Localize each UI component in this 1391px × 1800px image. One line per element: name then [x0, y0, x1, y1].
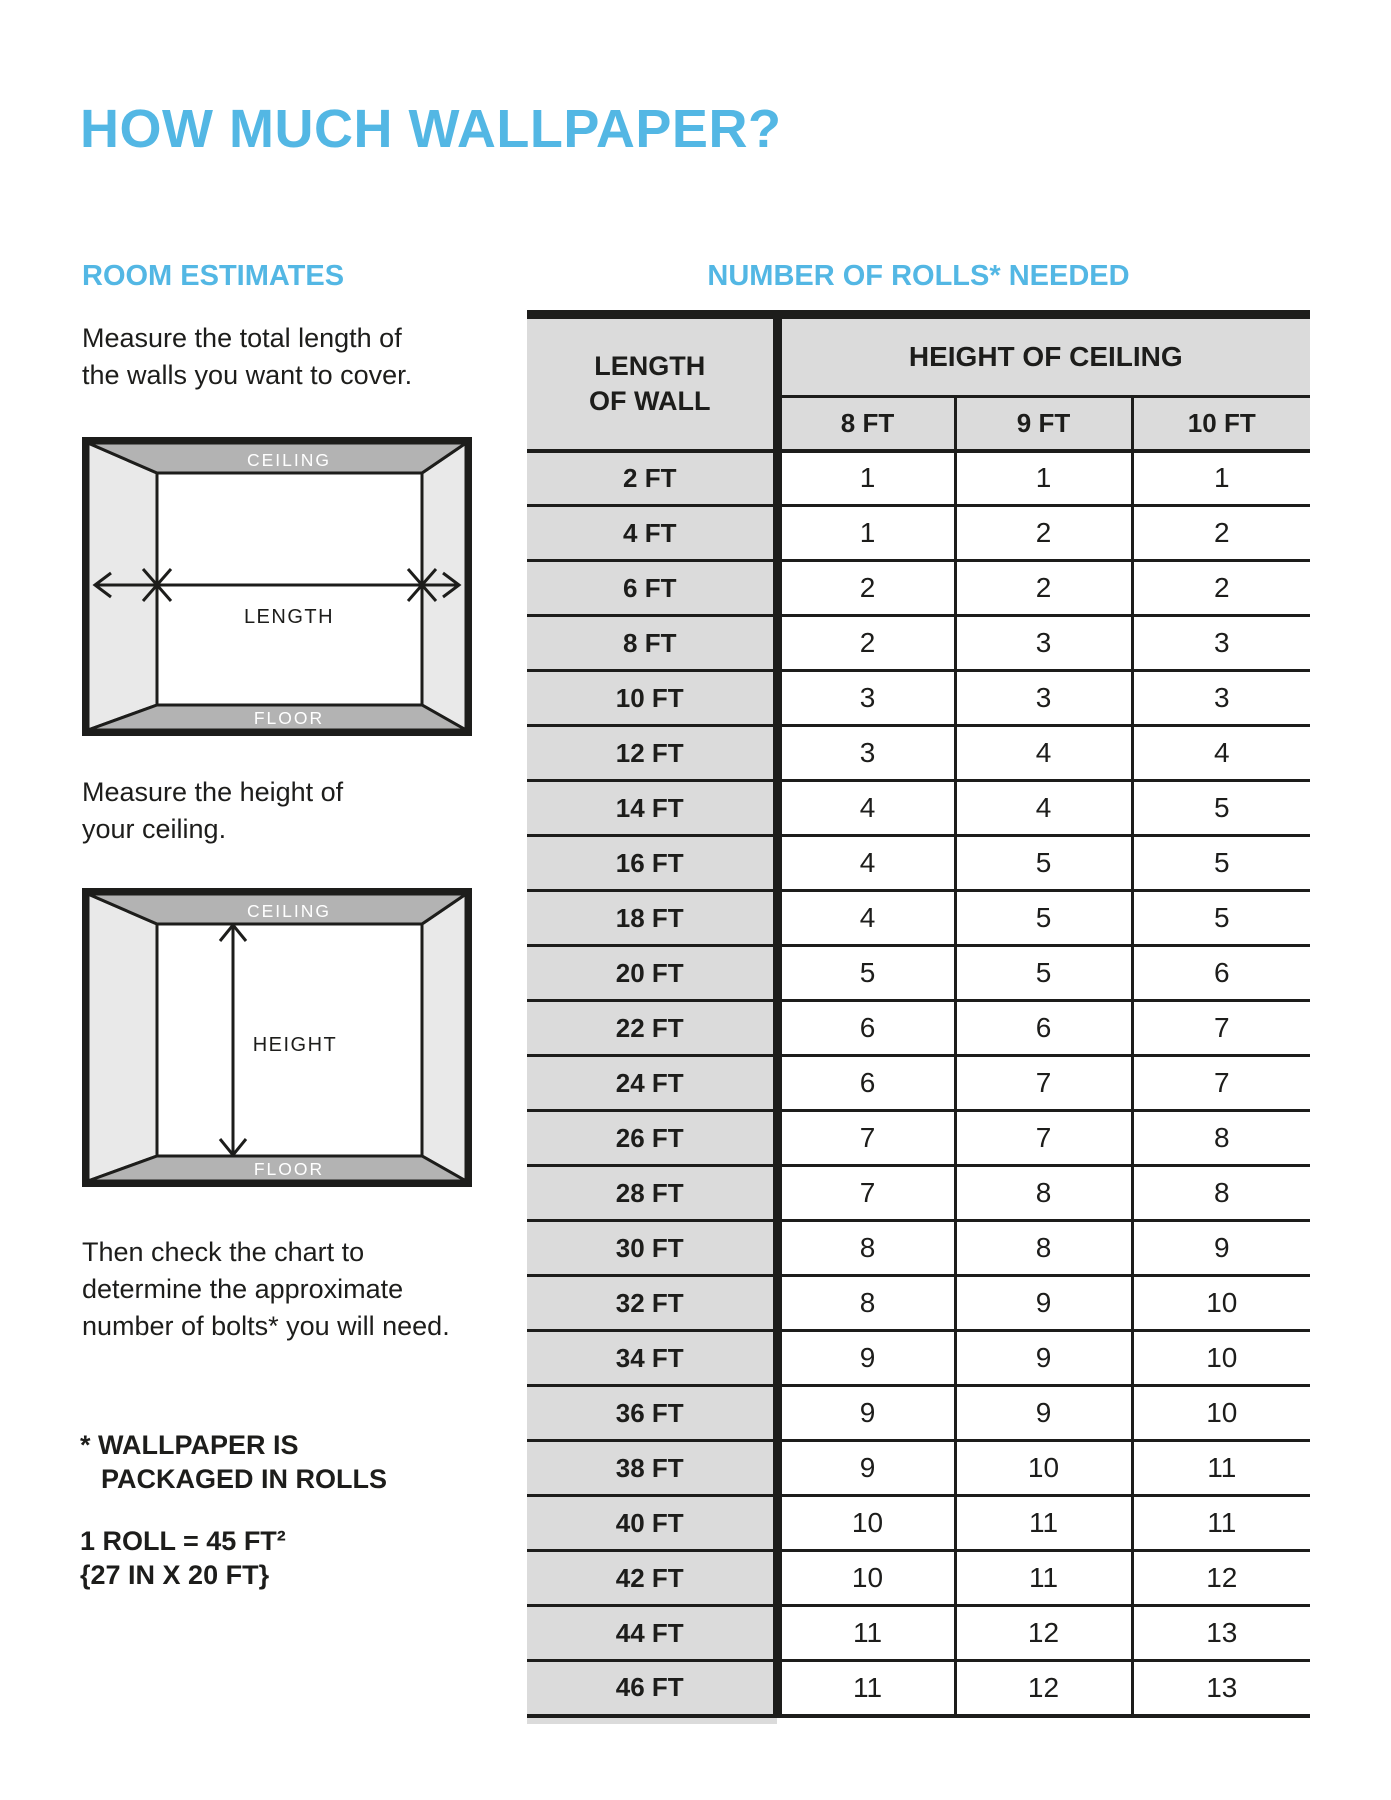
- table-cell: 8: [955, 1221, 1132, 1276]
- row-label: 2 FT: [527, 451, 777, 506]
- table-row: [527, 451, 1310, 506]
- column-group-header: HEIGHT OF CEILING: [777, 315, 1310, 397]
- left-wall: [88, 894, 157, 1181]
- table-cell: 9: [777, 1386, 955, 1441]
- ceiling-label: CEILING: [246, 450, 332, 470]
- table-cell: 8: [1132, 1111, 1310, 1166]
- table-cell: 3: [1132, 671, 1310, 726]
- table-cell: 10: [777, 1551, 955, 1606]
- table-cell: 11: [777, 1661, 955, 1716]
- table-cell: 2: [777, 561, 955, 616]
- instruction-line: the walls you want to cover.: [82, 360, 413, 390]
- rolls-footnote: [80, 1428, 387, 1496]
- length-label: LENGTH: [243, 606, 335, 628]
- table-row: [527, 1386, 1310, 1441]
- table-cell: 3: [955, 616, 1132, 671]
- table-cell: 3: [777, 726, 955, 781]
- table-row: [527, 1056, 1310, 1111]
- row-label: 14 FT: [527, 781, 777, 836]
- table-cell: 4: [955, 781, 1132, 836]
- table-cell: 1: [1132, 451, 1310, 506]
- table-cell: 4: [777, 781, 955, 836]
- table-row: [527, 1221, 1310, 1276]
- table-row: [527, 1606, 1310, 1661]
- row-label: 32 FT: [527, 1276, 777, 1331]
- height-label: HEIGHT: [252, 1034, 338, 1056]
- table-cell: 6: [955, 1001, 1132, 1056]
- table-cell: 7: [955, 1111, 1132, 1166]
- row-group-label-line: OF WALL: [589, 385, 711, 416]
- table-cell: 6: [777, 1056, 955, 1111]
- right-wall: [422, 894, 466, 1181]
- table-cell: 5: [777, 946, 955, 1001]
- ceiling-height-diagram: [82, 888, 472, 1187]
- table-cell: 12: [955, 1661, 1132, 1716]
- room-length-diagram: [82, 437, 472, 736]
- row-label: 36 FT: [527, 1386, 777, 1441]
- table-cell: 8: [777, 1221, 955, 1276]
- table-cell: 9: [955, 1386, 1132, 1441]
- table-cell: 10: [955, 1441, 1132, 1496]
- instruction-line: your ceiling.: [82, 814, 227, 844]
- table-cell: 5: [1132, 891, 1310, 946]
- table-cell: 9: [955, 1331, 1132, 1386]
- table-cell: 2: [955, 561, 1132, 616]
- table-row: [527, 1111, 1310, 1166]
- table-row: [527, 946, 1310, 1001]
- roll-size-line: {27 IN X 20 FT}: [80, 1560, 270, 1590]
- table-cell: 5: [955, 946, 1132, 1001]
- table-cell: 5: [955, 891, 1132, 946]
- table-cell: 5: [1132, 781, 1310, 836]
- table-row: [527, 1441, 1310, 1496]
- table-row: [527, 506, 1310, 561]
- row-group-header: [527, 315, 777, 451]
- row-label: 6 FT: [527, 561, 777, 616]
- row-label: 44 FT: [527, 1606, 777, 1661]
- table-cell: 7: [1132, 1001, 1310, 1056]
- table-cell: 7: [1132, 1056, 1310, 1111]
- table-row: [527, 561, 1310, 616]
- table-cell: 5: [1132, 836, 1310, 891]
- table-row: [527, 1661, 1310, 1716]
- table-cell: 4: [777, 891, 955, 946]
- row-label: 38 FT: [527, 1441, 777, 1496]
- row-label: 40 FT: [527, 1496, 777, 1551]
- table-cell: 8: [955, 1166, 1132, 1221]
- table-cell: 11: [777, 1606, 955, 1661]
- table-cell: 11: [955, 1496, 1132, 1551]
- table-cell: 4: [1132, 726, 1310, 781]
- row-label: 34 FT: [527, 1331, 777, 1386]
- table-cell: 11: [1132, 1496, 1310, 1551]
- row-label: 30 FT: [527, 1221, 777, 1276]
- table-cell: 9: [955, 1276, 1132, 1331]
- table-cell: 10: [777, 1496, 955, 1551]
- table-cell: 13: [1132, 1606, 1310, 1661]
- table-row: [527, 836, 1310, 891]
- table-cell: 9: [777, 1441, 955, 1496]
- instruction-measure-height: [82, 774, 343, 848]
- table-cell: 6: [777, 1001, 955, 1056]
- table-cell: 13: [1132, 1661, 1310, 1716]
- table-cell: 12: [955, 1606, 1132, 1661]
- table-cell: 3: [1132, 616, 1310, 671]
- row-label: 16 FT: [527, 836, 777, 891]
- table-cell: 5: [955, 836, 1132, 891]
- table-cell: 2: [1132, 561, 1310, 616]
- table-cell: 4: [955, 726, 1132, 781]
- instruction-line: Measure the total length of: [82, 323, 402, 353]
- rolls-table: [527, 310, 1310, 1718]
- table-row: [527, 1276, 1310, 1331]
- row-label: 4 FT: [527, 506, 777, 561]
- table-row: [527, 891, 1310, 946]
- table-row: [527, 781, 1310, 836]
- table-cell: 7: [955, 1056, 1132, 1111]
- table-cell: 9: [777, 1331, 955, 1386]
- floor-label: FLOOR: [253, 708, 325, 728]
- row-label: 20 FT: [527, 946, 777, 1001]
- row-label: 42 FT: [527, 1551, 777, 1606]
- row-group-label-line: LENGTH: [594, 350, 706, 381]
- instruction-line: Then check the chart to: [82, 1237, 365, 1267]
- table-cell: 8: [1132, 1166, 1310, 1221]
- footnote-line: * WALLPAPER IS: [80, 1430, 299, 1460]
- column-header: 10 FT: [1132, 397, 1310, 451]
- row-label: 12 FT: [527, 726, 777, 781]
- roll-size-note: [80, 1524, 286, 1592]
- instruction-line: determine the approximate: [82, 1274, 404, 1304]
- table-cell: 2: [1132, 506, 1310, 561]
- table-cell: 1: [955, 451, 1132, 506]
- room-estimates-heading: ROOM ESTIMATES: [82, 260, 345, 292]
- ceiling-label: CEILING: [246, 901, 332, 921]
- table-cell: 2: [955, 506, 1132, 561]
- page-title: HOW MUCH WALLPAPER?: [80, 99, 782, 160]
- table-cell: 7: [777, 1166, 955, 1221]
- table-cell: 3: [777, 671, 955, 726]
- table-cell: 1: [777, 506, 955, 561]
- footnote-line: PACKAGED IN ROLLS: [101, 1464, 388, 1494]
- roll-size-line: 1 ROLL = 45 FT²: [80, 1526, 286, 1556]
- row-label: 18 FT: [527, 891, 777, 946]
- table-cell: 10: [1132, 1276, 1310, 1331]
- table-row: [527, 1551, 1310, 1606]
- table-row: [527, 1331, 1310, 1386]
- table-cell: 7: [777, 1111, 955, 1166]
- column-header: 9 FT: [955, 397, 1132, 451]
- table-cell: 10: [1132, 1386, 1310, 1441]
- instruction-measure-length: [82, 320, 412, 394]
- table-cell: 4: [777, 836, 955, 891]
- row-label: 26 FT: [527, 1111, 777, 1166]
- instruction-check-chart: [82, 1234, 450, 1345]
- table-row: [527, 1001, 1310, 1056]
- table-cell: 10: [1132, 1331, 1310, 1386]
- row-label: 24 FT: [527, 1056, 777, 1111]
- row-label: 8 FT: [527, 616, 777, 671]
- table-row: [527, 671, 1310, 726]
- row-label: 10 FT: [527, 671, 777, 726]
- row-label: 46 FT: [527, 1661, 777, 1716]
- table-cell: 12: [1132, 1551, 1310, 1606]
- table-row: [527, 726, 1310, 781]
- table-cell: 11: [955, 1551, 1132, 1606]
- row-label: 28 FT: [527, 1166, 777, 1221]
- table-cell: 11: [1132, 1441, 1310, 1496]
- table-header-row: [527, 315, 1310, 397]
- rolls-needed-heading: NUMBER OF ROLLS* NEEDED: [707, 260, 1130, 292]
- table-row: [527, 616, 1310, 671]
- row-label: 22 FT: [527, 1001, 777, 1056]
- table-row: [527, 1166, 1310, 1221]
- table-cell: 6: [1132, 946, 1310, 1001]
- column-header: 8 FT: [777, 397, 955, 451]
- table-cell: 2: [777, 616, 955, 671]
- instruction-line: number of bolts* you will need.: [82, 1311, 450, 1341]
- table-cell: 3: [955, 671, 1132, 726]
- table-cell: 1: [777, 451, 955, 506]
- floor-label: FLOOR: [253, 1159, 325, 1179]
- table-cell: 9: [1132, 1221, 1310, 1276]
- table-row: [527, 1496, 1310, 1551]
- instruction-line: Measure the height of: [82, 777, 344, 807]
- table-cell: 8: [777, 1276, 955, 1331]
